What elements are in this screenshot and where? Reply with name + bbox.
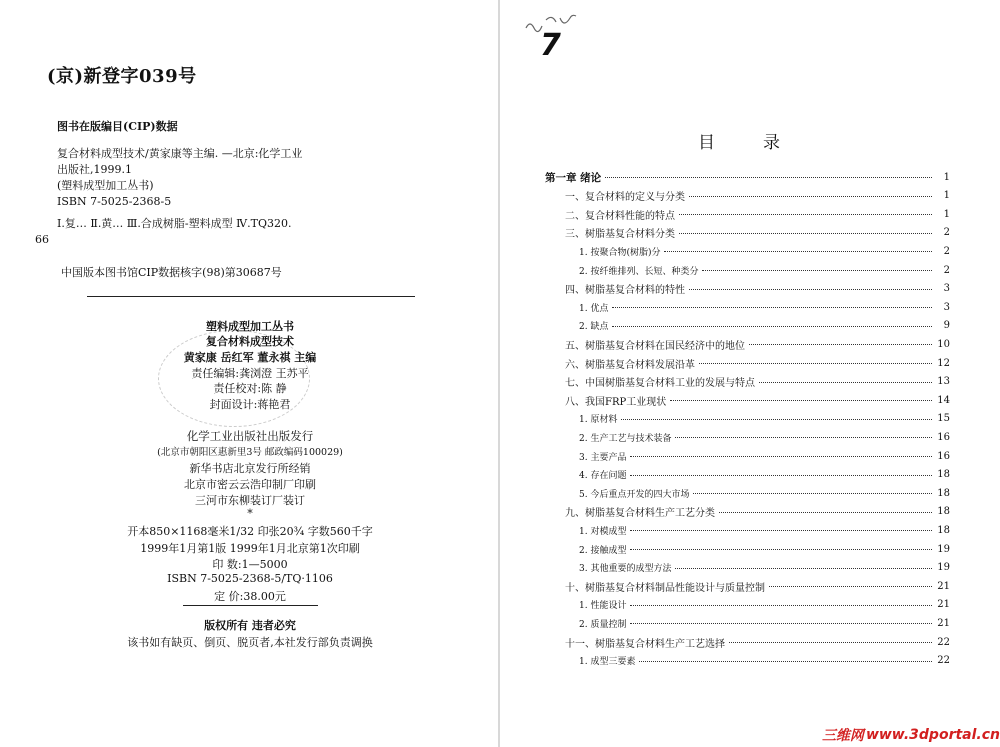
cip-line: 出版社,1999.1: [57, 163, 132, 176]
book-title: 复合材料成型技术: [206, 335, 294, 348]
toc-leader-dots: [612, 306, 932, 308]
toc-entry-label: 2. 生产工艺与技术装备: [579, 433, 672, 444]
toc-leader-dots: [630, 529, 932, 531]
toc-entry-page: 3: [943, 301, 950, 313]
toc-entry-label: 第一章 绪论: [545, 171, 602, 184]
separator-star: *: [247, 507, 253, 520]
toc-entry-page: 19: [937, 562, 950, 574]
cip-line: ISBN 7-5025-2368-5: [57, 195, 172, 208]
toc-entry-label: 五、树脂基复合材料在国民经济中的地位: [565, 340, 745, 352]
toc-entry: [545, 280, 950, 298]
toc-entry-page: 21: [937, 580, 950, 592]
cip-class-line: 66: [35, 233, 49, 246]
toc-entry-page: 2: [943, 264, 950, 276]
toc-entry-label: 八、我国FRP工业现状: [565, 396, 667, 408]
distributor: 新华书店北京发行所经销: [189, 462, 311, 475]
toc-leader-dots: [621, 418, 932, 420]
toc-entry: [545, 354, 950, 372]
toc-entry-page: 16: [937, 431, 950, 443]
toc-entry-label: 3. 主要产品: [579, 452, 627, 463]
toc-leader-dots: [670, 399, 932, 401]
copyright-note: 该书如有缺页、倒页、脱页者,本社发行部负责调换: [127, 636, 373, 649]
divider-line: [183, 605, 318, 606]
toc-entry-page: 2: [943, 227, 950, 239]
toc-entry: [545, 614, 950, 632]
toc-entry: [545, 466, 950, 484]
toc-entry: [545, 205, 950, 223]
divider-line: [87, 296, 415, 297]
format-info: 开本850×1168毫米1/32 印张20¾ 字数560千字: [127, 525, 373, 538]
responsible-editor: 责任编辑:龚浏澄 王苏平: [191, 367, 309, 380]
toc-leader-dots: [630, 604, 932, 606]
toc-entry: [545, 484, 950, 502]
toc-entry-label: 4. 存在问题: [579, 471, 627, 482]
toc-leader-dots: [679, 232, 932, 234]
toc-entry: [545, 317, 950, 335]
toc-entry-label: 四、树脂基复合材料的特性: [565, 285, 685, 297]
toc-leader-dots: [769, 585, 932, 587]
toc-entry-label: 二、复合材料性能的特点: [565, 210, 675, 222]
toc-entry-label: 十一、树脂基复合材料生产工艺选择: [565, 638, 725, 650]
toc-entry: [545, 577, 950, 595]
toc-leader-dots: [639, 660, 932, 662]
isbn: ISBN 7-5025-2368-5/TQ·1106: [167, 572, 333, 585]
toc-leader-dots: [759, 381, 932, 383]
toc-entry: [545, 373, 950, 391]
toc-entry-label: 1. 按聚合物(树脂)分: [579, 247, 661, 258]
toc-entry: [545, 261, 950, 279]
toc-entry-label: 3. 其他重要的成型方法: [579, 564, 672, 575]
editors: 黄家康 岳红军 董永祺 主编: [183, 351, 317, 364]
page-number-digit: 7: [540, 28, 561, 63]
cip-title: 图书在版编目(CIP)数据: [57, 120, 178, 133]
toc-entry-page: 1: [943, 171, 950, 183]
toc-leader-dots: [630, 622, 932, 624]
toc-leader-dots: [612, 325, 932, 327]
toc-entry-page: 2: [943, 245, 950, 257]
publisher: 化学工业出版社出版发行: [186, 429, 314, 443]
toc-entry-page: 22: [937, 636, 950, 648]
toc-entry-page: 18: [937, 524, 950, 536]
cover-designer: 封面设计:蒋艳君: [209, 398, 291, 411]
watermark-cn: 三维网: [821, 727, 864, 744]
toc-entry-label: 2. 按纤维排列、长短、种类分: [579, 266, 699, 277]
printer: 北京市密云云浩印制厂印刷: [184, 478, 316, 491]
toc-entry: [545, 335, 950, 353]
toc-entry: [545, 559, 950, 577]
toc-entry-label: 1. 成型三要素: [579, 657, 636, 668]
toc-entry: [545, 224, 950, 242]
toc-entry: [545, 187, 950, 205]
toc-leader-dots: [749, 343, 932, 345]
toc-entry: [545, 447, 950, 465]
toc-entry-page: 3: [943, 283, 950, 295]
toc-entry: [545, 410, 950, 428]
toc-entry-label: 1. 优点: [579, 303, 609, 314]
registration-number: (京)新登字039号: [47, 66, 197, 87]
cip-line: (塑料成型加工丛书): [57, 179, 154, 192]
toc-leader-dots: [729, 641, 932, 643]
toc-entry-page: 22: [937, 655, 950, 667]
toc-entry: [545, 633, 950, 651]
toc-entry-label: 2. 缺点: [579, 322, 609, 333]
toc-leader-dots: [689, 288, 932, 290]
toc-leader-dots: [675, 567, 932, 569]
toc-entry-page: 12: [937, 357, 950, 369]
toc-entry: [545, 428, 950, 446]
toc-entry-label: 十、树脂基复合材料制品性能设计与质量控制: [565, 582, 765, 594]
toc-entry-label: 5. 今后重点开发的四大市场: [579, 489, 690, 500]
toc-entry-label: 三、树脂基复合材料分类: [565, 229, 675, 241]
toc-entry-page: 18: [937, 469, 950, 481]
series-name: 塑料成型加工丛书: [206, 320, 294, 333]
toc-entry-label: 2. 接触成型: [579, 545, 627, 556]
toc-entry-label: 1. 原材料: [579, 415, 618, 426]
toc-entry-page: 16: [937, 450, 950, 462]
toc-entry: [545, 521, 950, 539]
toc-entry-page: 18: [937, 506, 950, 518]
toc-entry-label: 2. 质量控制: [579, 619, 627, 630]
toc-entry-page: 21: [937, 617, 950, 629]
toc-leader-dots: [702, 269, 932, 271]
toc-leader-dots: [699, 362, 932, 364]
toc-title: 目录: [698, 133, 828, 153]
watermark-url: www.3dportal.cn: [865, 726, 1000, 743]
proofreader: 责任校对:陈 静: [213, 382, 287, 395]
toc-leader-dots: [605, 176, 932, 178]
site-watermark: [770, 722, 1000, 747]
copyright-title: 版权所有 违者必究: [204, 619, 296, 632]
toc-entry: [545, 503, 950, 521]
toc-leader-dots: [630, 455, 932, 457]
toc-entry-page: 13: [937, 376, 950, 388]
toc-entry-page: 1: [943, 208, 950, 220]
publisher-address: (北京市朝阳区惠新里3号 邮政编码100029): [157, 447, 343, 458]
toc-leader-dots: [719, 511, 932, 513]
toc-entry: [545, 652, 950, 670]
toc-entry: [545, 168, 950, 186]
toc-leader-dots: [630, 548, 932, 550]
print-run: 印 数:1—5000: [212, 558, 288, 571]
toc-entry-page: 19: [937, 543, 950, 555]
toc-entry-label: 九、树脂基复合材料生产工艺分类: [565, 508, 715, 520]
toc-entry: [545, 298, 950, 316]
toc-entry-page: 18: [937, 487, 950, 499]
toc-leader-dots: [664, 250, 932, 252]
toc-entry: [545, 391, 950, 409]
toc-entry: [545, 540, 950, 558]
toc-entry-label: 七、中国树脂基复合材料工业的发展与特点: [565, 378, 755, 390]
toc-entry-page: 1: [943, 190, 950, 202]
toc-leader-dots: [689, 195, 932, 197]
toc-entry-label: 1. 性能设计: [579, 601, 627, 612]
cip-class-line: Ⅰ.复… Ⅱ.黄… Ⅲ.合成树脂-塑料成型 Ⅳ.TQ320.: [57, 217, 292, 230]
cip-code: 中国版本图书馆CIP数据核字(98)第30687号: [61, 266, 282, 279]
cip-data-block: [35, 146, 303, 248]
toc-entry-label: 一、复合材料的定义与分类: [565, 192, 685, 204]
binder: 三河市东柳装订厂装订: [195, 494, 305, 507]
price: 定 价:38.00元: [214, 590, 286, 603]
toc-entry-page: 14: [937, 394, 950, 406]
toc-leader-dots: [675, 436, 932, 438]
toc-entry-page: 9: [943, 320, 950, 332]
toc-entry-label: 六、树脂基复合材料发展沿革: [565, 359, 695, 371]
toc-leader-dots: [693, 492, 932, 494]
toc-leader-dots: [630, 474, 932, 476]
toc-entry: [545, 242, 950, 260]
toc-entry-page: 10: [937, 338, 950, 350]
toc-entry: [545, 596, 950, 614]
cip-line: 复合材料成型技术/黄家康等主编. —北京:化学工业: [57, 147, 303, 160]
edition-info: 1999年1月第1版 1999年1月北京第1次印刷: [140, 542, 360, 555]
toc-leader-dots: [679, 213, 932, 215]
toc-entry-label: 1. 对模成型: [579, 526, 627, 537]
toc-entry-page: 15: [937, 413, 950, 425]
toc-entry-page: 21: [937, 599, 950, 611]
